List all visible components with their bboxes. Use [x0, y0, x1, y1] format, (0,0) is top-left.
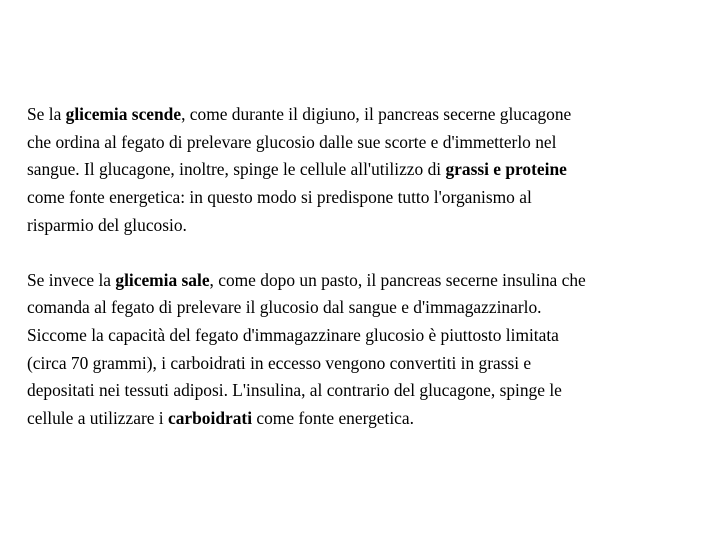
text-run: , come dopo un pasto, il pancreas secerne insulina che comanda al fegato di prelevare il glucosio dal sangue e d'immagazzinarlo. Siccome la capacità del fegato d'immagazzinare glucosio è piuttosto limitata (circa 70 grammi), i carboidrati in eccesso vengono convertiti in grassi e depositati nei tessuti adiposi. L'insulina, al contrario del glucagone, spinge le cellule a utilizzare i	[27, 269, 586, 429]
text-run: Se la	[27, 104, 66, 124]
text-run: Se invece la	[27, 269, 116, 290]
text-block	[27, 101, 687, 433]
text-run: come fonte energetica.	[252, 408, 414, 429]
paragraph-glicemia-scende	[27, 101, 687, 240]
bold-term-glicemia-scende: glicemia scende	[65, 104, 182, 124]
bold-term-grassi-e-proteine: grassi e proteine	[445, 159, 567, 180]
text-run: come fonte energetica: in questo modo si predispone tutto l'organismo al risparmio del glucosio.	[27, 187, 532, 235]
bold-term-carboidrati: carboidrati	[167, 408, 253, 429]
bold-term-glicemia-sale: glicemia sale	[115, 269, 210, 290]
paragraph-glicemia-sale	[27, 267, 687, 433]
text-run: , come durante il digiuno, il pancreas secerne glucagone che ordina al fegato di prelevare glucosio dalle sue scorte e d'immetterlo nel sangue. Il glucagone, inoltre, spinge le cellule all'utilizzo di	[27, 104, 572, 180]
